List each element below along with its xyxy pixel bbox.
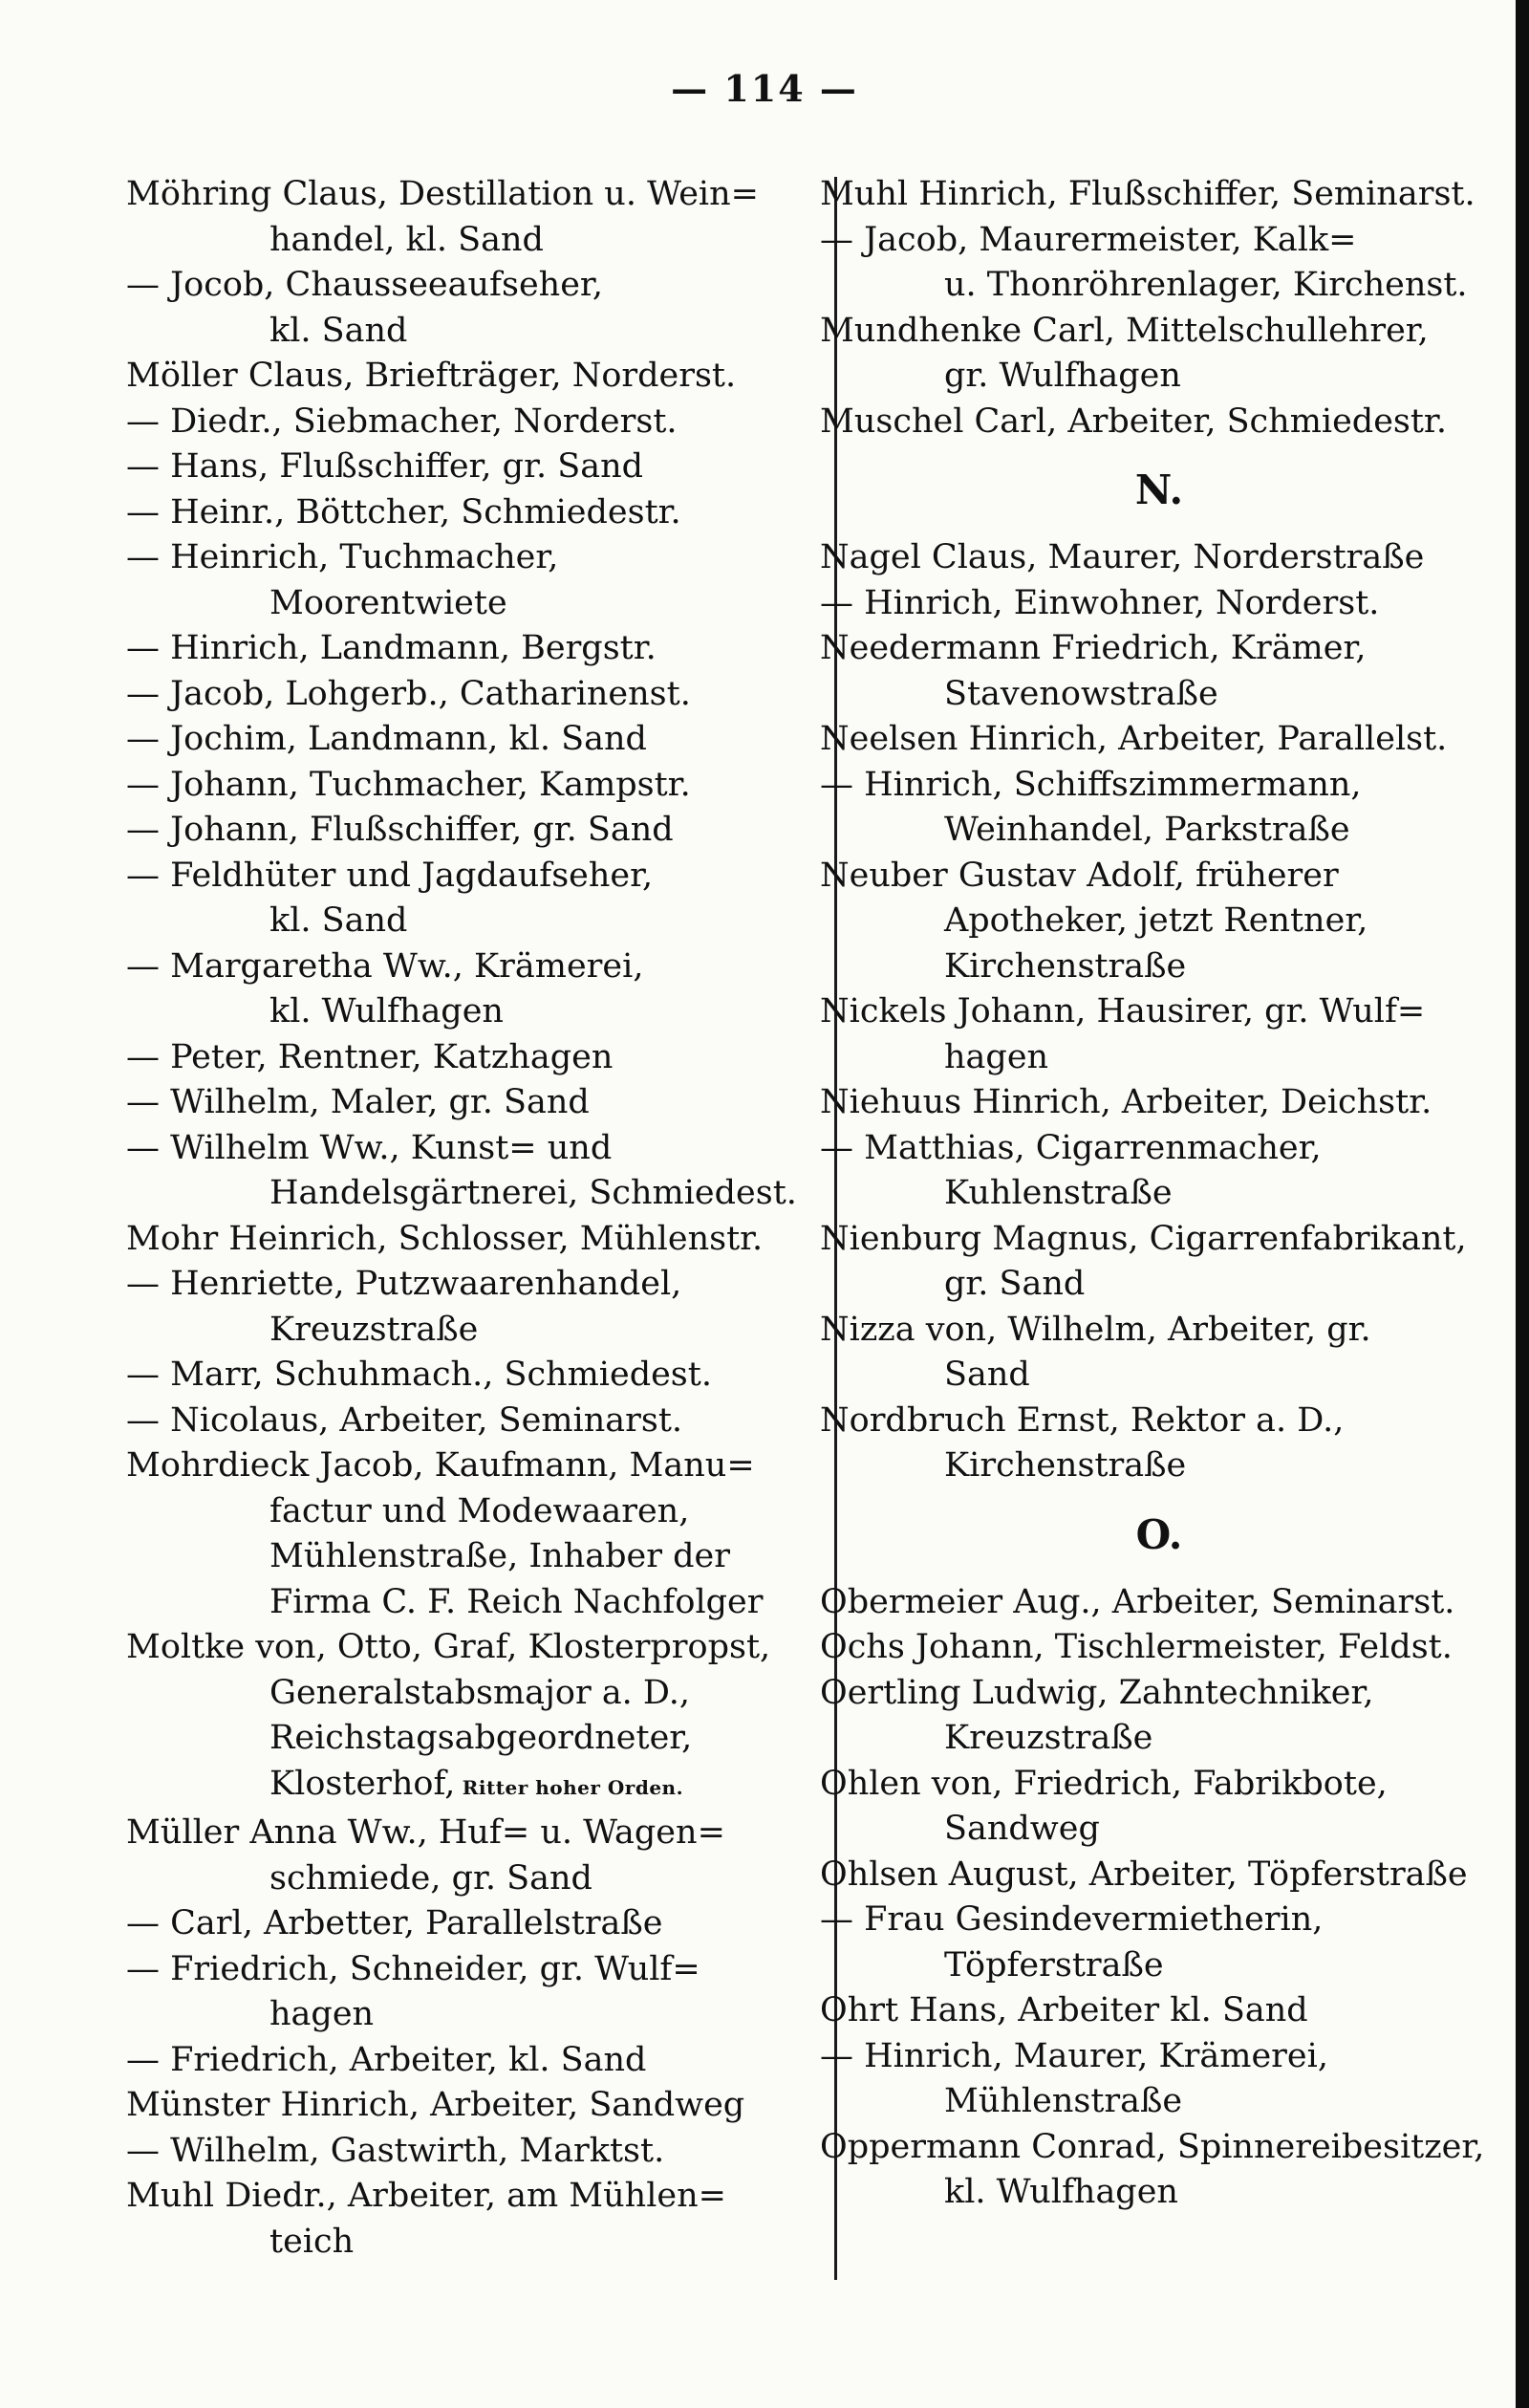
directory-entry xyxy=(126,2083,822,2129)
directory-entry xyxy=(126,400,822,445)
entry-text: Kirchenstraße xyxy=(944,946,1187,986)
directory-entry xyxy=(820,1308,1498,1354)
entry-text: Firma C. F. Reich Nachfolger xyxy=(269,1582,764,1621)
entry-continuation-line xyxy=(126,309,822,355)
entry-continuation-line xyxy=(820,2079,1498,2125)
entry-text: — Wilhelm Ww., Kunst= und xyxy=(126,1128,613,1167)
directory-entry xyxy=(126,535,822,581)
entry-honor-note: Ritter hoher Orden. xyxy=(455,1775,684,1799)
entry-text: — Friedrich, Arbeiter, kl. Sand xyxy=(126,2040,647,2079)
entry-text: Möhring Claus, Destillation u. Wein= xyxy=(126,175,759,213)
directory-entry xyxy=(126,672,822,718)
directory-entry xyxy=(126,1901,822,1947)
entry-text: Ohlen von, Friedrich, Fabrikbote, xyxy=(820,1764,1388,1803)
entry-text: — Heinr., Böttcher, Schmiedestr. xyxy=(126,492,681,531)
entry-text: Ohrt Hans, Arbeiter kl. Sand xyxy=(820,1991,1308,2029)
entry-text: — Matthias, Cigarrenmacher, xyxy=(820,1128,1322,1167)
directory-entry xyxy=(126,944,822,990)
entry-continuation-line xyxy=(126,1534,822,1580)
directory-entry xyxy=(126,354,822,400)
directory-entry xyxy=(126,808,822,854)
entry-text: kl. Wulfhagen xyxy=(944,2173,1178,2211)
directory-entry xyxy=(820,763,1498,809)
directory-entry xyxy=(126,717,822,763)
entry-text: Kreuzstraße xyxy=(269,1310,479,1349)
entry-text: — Hinrich, Maurer, Krämerei, xyxy=(820,2036,1328,2075)
entry-text: Mundhenke Carl, Mittelschullehrer, xyxy=(820,311,1429,350)
entry-text: — Jochim, Landmann, kl. Sand xyxy=(126,720,647,758)
directory-entry xyxy=(126,1035,822,1081)
directory-entry xyxy=(820,309,1498,355)
entry-continuation-line xyxy=(126,1671,822,1717)
entry-text: — Nicolaus, Arbeiter, Seminarst. xyxy=(126,1400,683,1440)
entry-continuation-line xyxy=(820,808,1498,854)
directory-entry xyxy=(126,2038,822,2084)
directory-entry xyxy=(820,535,1498,581)
directory-entry xyxy=(126,1947,822,1993)
entry-text: Neuber Gustav Adolf, früherer xyxy=(820,856,1339,895)
directory-entry xyxy=(820,1399,1498,1444)
entry-continuation-line xyxy=(820,2170,1498,2216)
entry-text: Mohrdieck Jacob, Kaufmann, Manu= xyxy=(126,1446,755,1485)
directory-entry xyxy=(126,2129,822,2175)
directory-entry xyxy=(820,1671,1498,1717)
entry-continuation-line xyxy=(126,1489,822,1535)
entry-continuation-line xyxy=(126,899,822,944)
entry-text: schmiede, gr. Sand xyxy=(269,1858,592,1898)
directory-entry xyxy=(126,263,822,309)
entry-continuation-line xyxy=(820,1171,1498,1217)
directory-entry xyxy=(126,763,822,809)
entry-text: Kirchenstraße xyxy=(944,1446,1187,1485)
scan-edge xyxy=(1516,0,1529,2408)
entry-text: Muhl Hinrich, Flußschiffer, Seminarst. xyxy=(820,175,1475,213)
directory-entry xyxy=(126,1217,822,1263)
entry-continuation-line xyxy=(820,1035,1498,1081)
directory-entry xyxy=(126,2174,822,2220)
directory-entry xyxy=(126,490,822,536)
directory-entry xyxy=(820,2034,1498,2080)
entry-text: — Frau Gesindevermietherin, xyxy=(820,1900,1324,1939)
entry-text: Sand xyxy=(944,1356,1030,1394)
directory-entry xyxy=(820,400,1498,445)
entry-text: — Hinrich, Schiffszimmermann, xyxy=(820,765,1362,804)
entry-continuation-line xyxy=(820,944,1498,990)
left-column xyxy=(126,172,822,2265)
entry-continuation-line xyxy=(126,1716,822,1762)
entry-text: Weinhandel, Parkstraße xyxy=(944,811,1350,849)
directory-entry xyxy=(126,445,822,490)
entry-text: — Jacob, Maurermeister, Kalk= xyxy=(820,220,1357,259)
entry-text: Niehuus Hinrich, Arbeiter, Deichstr. xyxy=(820,1083,1432,1121)
directory-entry xyxy=(820,1762,1498,1808)
directory-entry xyxy=(820,1625,1498,1671)
entry-text: — Jacob, Lohgerb., Catharinenst. xyxy=(126,674,691,713)
directory-entry xyxy=(126,1262,822,1308)
entry-continuation-line xyxy=(126,1308,822,1354)
directory-entry xyxy=(820,989,1498,1035)
entry-continuation-line xyxy=(820,672,1498,718)
entry-text: Nagel Claus, Maurer, Norderstraße xyxy=(820,538,1425,576)
entry-continuation-line xyxy=(126,1856,822,1902)
directory-entry xyxy=(820,854,1498,900)
entry-continuation-line xyxy=(820,1943,1498,1989)
entry-text: hagen xyxy=(944,1037,1049,1076)
entry-text: Moorentwiete xyxy=(269,583,507,622)
directory-entry xyxy=(820,1580,1498,1626)
entry-text: Sandweg xyxy=(944,1810,1100,1848)
entry-text: — Marr, Schuhmach., Schmiedest. xyxy=(126,1356,712,1394)
right-column xyxy=(820,172,1498,2216)
section-letter-heading: O. xyxy=(1135,1510,1183,1558)
entry-text: Töpferstraße xyxy=(944,1945,1164,1985)
directory-entry xyxy=(820,2125,1498,2171)
directory-entry xyxy=(820,717,1498,763)
entry-text: — Hans, Flußschiffer, gr. Sand xyxy=(126,447,644,486)
section-letter-heading: N. xyxy=(1134,466,1184,513)
entry-text: — Jocob, Chausseeaufseher, xyxy=(126,266,603,304)
entry-text: Nordbruch Ernst, Rektor a. D., xyxy=(820,1400,1345,1440)
directory-entry xyxy=(820,581,1498,627)
directory-entry xyxy=(820,218,1498,264)
entry-continuation-line xyxy=(126,1762,822,1811)
directory-entry xyxy=(126,1353,822,1399)
entry-text: u. Thonröhrenlager, Kirchenst. xyxy=(944,266,1468,304)
entry-text: — Carl, Arbetter, Parallelstraße xyxy=(126,1904,663,1942)
entry-text: handel, kl. Sand xyxy=(269,220,544,259)
entry-text: kl. Sand xyxy=(269,901,408,940)
directory-entry xyxy=(820,1988,1498,2034)
entry-text: Oppermann Conrad, Spinnereibesitzer, xyxy=(820,2127,1485,2166)
directory-entry xyxy=(126,1399,822,1444)
directory-entry xyxy=(820,1126,1498,1172)
directory-entry xyxy=(126,1080,822,1126)
entry-text: Müller Anna Ww., Huf= u. Wagen= xyxy=(126,1813,725,1852)
entry-text: Mühlenstraße xyxy=(944,2082,1183,2120)
entry-text: Needermann Friedrich, Krämer, xyxy=(820,629,1367,667)
entry-text: — Wilhelm, Gastwirth, Marktst. xyxy=(126,2131,665,2170)
directory-entry xyxy=(126,626,822,672)
entry-text: — Johann, Tuchmacher, Kampstr. xyxy=(126,765,691,804)
entry-text: Obermeier Aug., Arbeiter, Seminarst. xyxy=(820,1582,1455,1621)
entry-text: Möller Claus, Briefträger, Norderst. xyxy=(126,357,737,395)
entry-text: — Peter, Rentner, Katzhagen xyxy=(126,1037,614,1076)
directory-entry xyxy=(820,1080,1498,1126)
entry-text: — Feldhüter und Jagdaufseher, xyxy=(126,856,654,895)
directory-entry xyxy=(820,626,1498,672)
entry-continuation-line xyxy=(126,1171,822,1217)
directory-entry xyxy=(126,1443,822,1489)
entry-text: — Wilhelm, Maler, gr. Sand xyxy=(126,1083,590,1121)
directory-entry xyxy=(820,172,1498,218)
entry-continuation-line xyxy=(126,581,822,627)
directory-entry xyxy=(126,1811,822,1856)
entry-continuation-line xyxy=(820,1262,1498,1308)
entry-text: Kreuzstraße xyxy=(944,1719,1153,1757)
entry-text: — Heinrich, Tuchmacher, xyxy=(126,538,559,576)
entry-text: Ohlsen August, Arbeiter, Töpferstraße xyxy=(820,1855,1468,1894)
entry-text: Oertling Ludwig, Zahntechniker, xyxy=(820,1673,1374,1712)
entry-continuation-line xyxy=(126,2220,822,2266)
entry-continuation-line xyxy=(126,218,822,264)
entry-text: Mühlenstraße, Inhaber der xyxy=(269,1537,730,1575)
entry-text: Handelsgärtnerei, Schmiedest. xyxy=(269,1174,797,1212)
entry-text: — Henriette, Putzwaarenhandel, xyxy=(126,1265,682,1303)
entry-text: teich xyxy=(269,2222,355,2261)
entry-text: — Margaretha Ww., Krämerei, xyxy=(126,946,644,986)
entry-text: Nienburg Magnus, Cigarrenfabrikant, xyxy=(820,1219,1467,1258)
entry-continuation-line xyxy=(126,989,822,1035)
entry-text: Generalstabsmajor a. D., xyxy=(269,1673,690,1712)
entry-text: kl. Sand xyxy=(269,311,408,350)
entry-continuation-line xyxy=(820,1443,1498,1489)
entry-continuation-line xyxy=(820,1807,1498,1853)
entry-text: Moltke von, Otto, Graf, Klosterpropst, xyxy=(126,1628,771,1666)
entry-text: Nickels Johann, Hausirer, gr. Wulf= xyxy=(820,992,1426,1030)
entry-text: Klosterhof, xyxy=(269,1764,456,1803)
directory-entry xyxy=(820,1898,1498,1943)
entry-text: factur und Modewaaren, xyxy=(269,1491,690,1530)
entry-text: Nizza von, Wilhelm, Arbeiter, gr. xyxy=(820,1310,1371,1349)
entry-text: — Johann, Flußschiffer, gr. Sand xyxy=(126,811,674,849)
entry-text: Neelsen Hinrich, Arbeiter, Parallelst. xyxy=(820,720,1448,758)
entry-continuation-line xyxy=(820,1353,1498,1399)
entry-text: — Hinrich, Landmann, Bergstr. xyxy=(126,629,657,667)
entry-text: — Diedr., Siebmacher, Norderst. xyxy=(126,401,678,441)
directory-entry xyxy=(126,1126,822,1172)
entry-text: Stavenowstraße xyxy=(944,674,1218,713)
entry-text: Kuhlenstraße xyxy=(944,1174,1173,1212)
entry-continuation-line xyxy=(126,1580,822,1626)
directory-entry xyxy=(126,854,822,900)
page-number: — 114 — xyxy=(671,67,858,110)
entry-text: kl. Wulfhagen xyxy=(269,992,504,1030)
entry-continuation-line xyxy=(820,354,1498,400)
entry-text: Reichstagsabgeordneter, xyxy=(269,1719,693,1757)
entry-continuation-line xyxy=(820,263,1498,309)
entry-text: hagen xyxy=(269,1995,375,2033)
entry-text: Ochs Johann, Tischlermeister, Feldst. xyxy=(820,1628,1453,1666)
entry-continuation-line xyxy=(820,1716,1498,1762)
entry-text: — Hinrich, Einwohner, Norderst. xyxy=(820,583,1380,622)
entry-continuation-line xyxy=(126,1992,822,2038)
entry-text: Muschel Carl, Arbeiter, Schmiedestr. xyxy=(820,401,1447,441)
directory-entry xyxy=(820,1853,1498,1898)
entry-text: Münster Hinrich, Arbeiter, Sandweg xyxy=(126,2086,745,2124)
directory-entry xyxy=(126,172,822,218)
entry-text: Apotheker, jetzt Rentner, xyxy=(944,901,1368,940)
directory-entry xyxy=(126,1625,822,1671)
entry-text: gr. Sand xyxy=(944,1265,1086,1303)
entry-text: Mohr Heinrich, Schlosser, Mühlenstr. xyxy=(126,1219,764,1258)
entry-text: gr. Wulfhagen xyxy=(944,357,1181,395)
directory-entry xyxy=(820,1217,1498,1263)
entry-continuation-line xyxy=(820,899,1498,944)
entry-text: — Friedrich, Schneider, gr. Wulf= xyxy=(126,1949,700,1988)
entry-text: Muhl Diedr., Arbeiter, am Mühlen= xyxy=(126,2177,726,2215)
